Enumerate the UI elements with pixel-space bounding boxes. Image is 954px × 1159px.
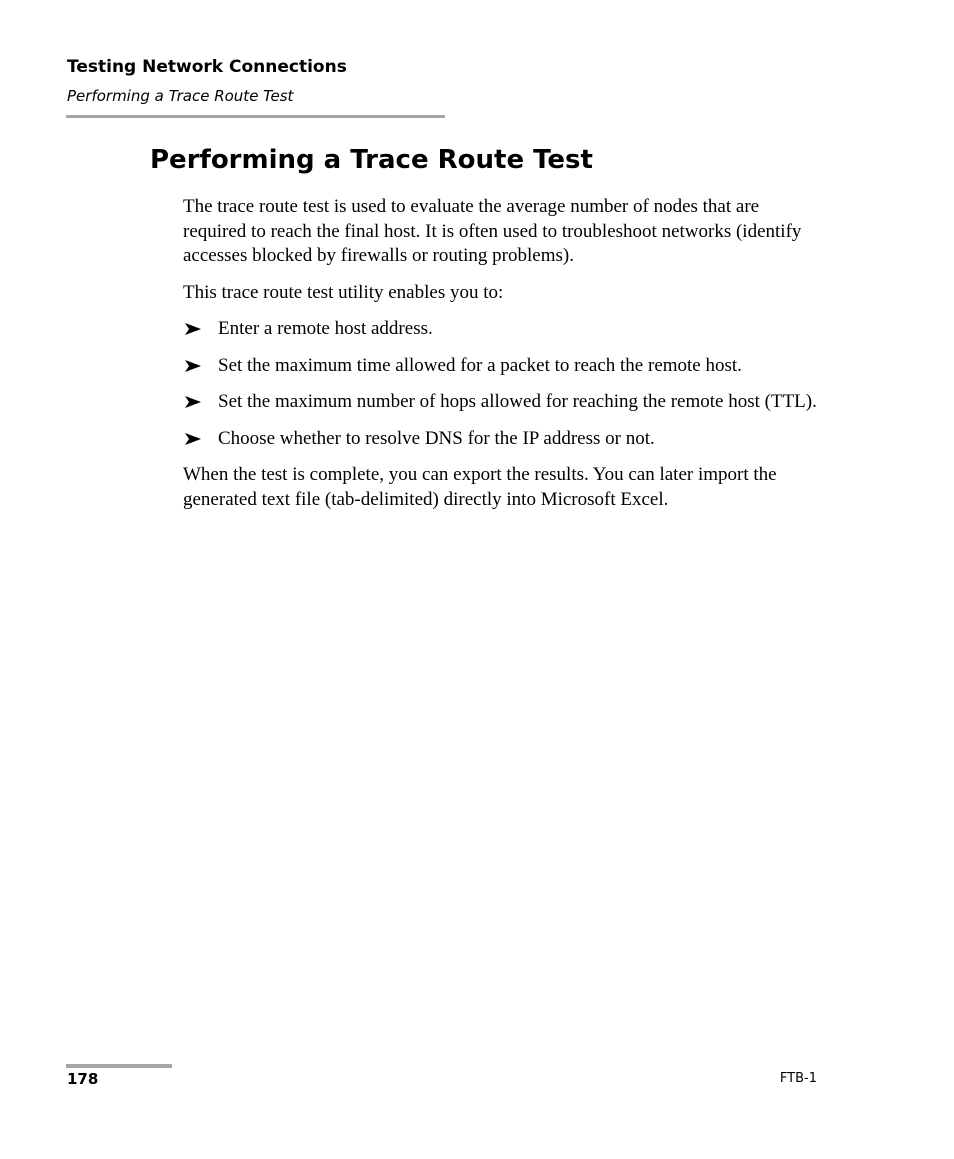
arrowhead-bullet-icon xyxy=(183,429,203,449)
page-number: 178 xyxy=(67,1070,99,1088)
footer-divider xyxy=(66,1064,172,1068)
arrowhead-bullet-icon xyxy=(183,356,203,376)
page-title: Performing a Trace Route Test xyxy=(150,145,593,175)
feature-list xyxy=(183,317,823,451)
running-header-chapter: Testing Network Connections xyxy=(67,57,347,77)
list-item-text: Set the maximum time allowed for a packet to reach the remote host. xyxy=(218,354,742,376)
running-header-section: Performing a Trace Route Test xyxy=(67,87,294,105)
list-item xyxy=(183,390,823,415)
arrowhead-bullet-icon xyxy=(183,319,203,339)
list-item-text: Set the maximum number of hops allowed for reaching the remote host (TTL). xyxy=(218,391,817,412)
list-item xyxy=(183,427,823,452)
body-content xyxy=(183,195,823,524)
list-item xyxy=(183,317,823,342)
document-code: FTB-1 xyxy=(779,1071,817,1086)
list-item-text: Choose whether to resolve DNS for the IP address or not. xyxy=(218,427,655,449)
list-item xyxy=(183,354,823,379)
list-item-text: Enter a remote host address. xyxy=(218,318,433,339)
header-divider xyxy=(66,115,445,118)
intro-paragraph: The trace route test is used to evaluate the average number of nodes that are required to reach the final host. It is often used to troubleshoot networks (identify accesses blocked by firewalls or routing problems). xyxy=(183,196,802,266)
arrowhead-bullet-icon xyxy=(183,392,203,412)
lead-paragraph: This trace route test utility enables you to: xyxy=(183,281,504,303)
closing-paragraph: When the test is complete, you can export the results. You can later import the generated text file (tab-delimited) directly into Microsoft Excel. xyxy=(183,464,777,510)
